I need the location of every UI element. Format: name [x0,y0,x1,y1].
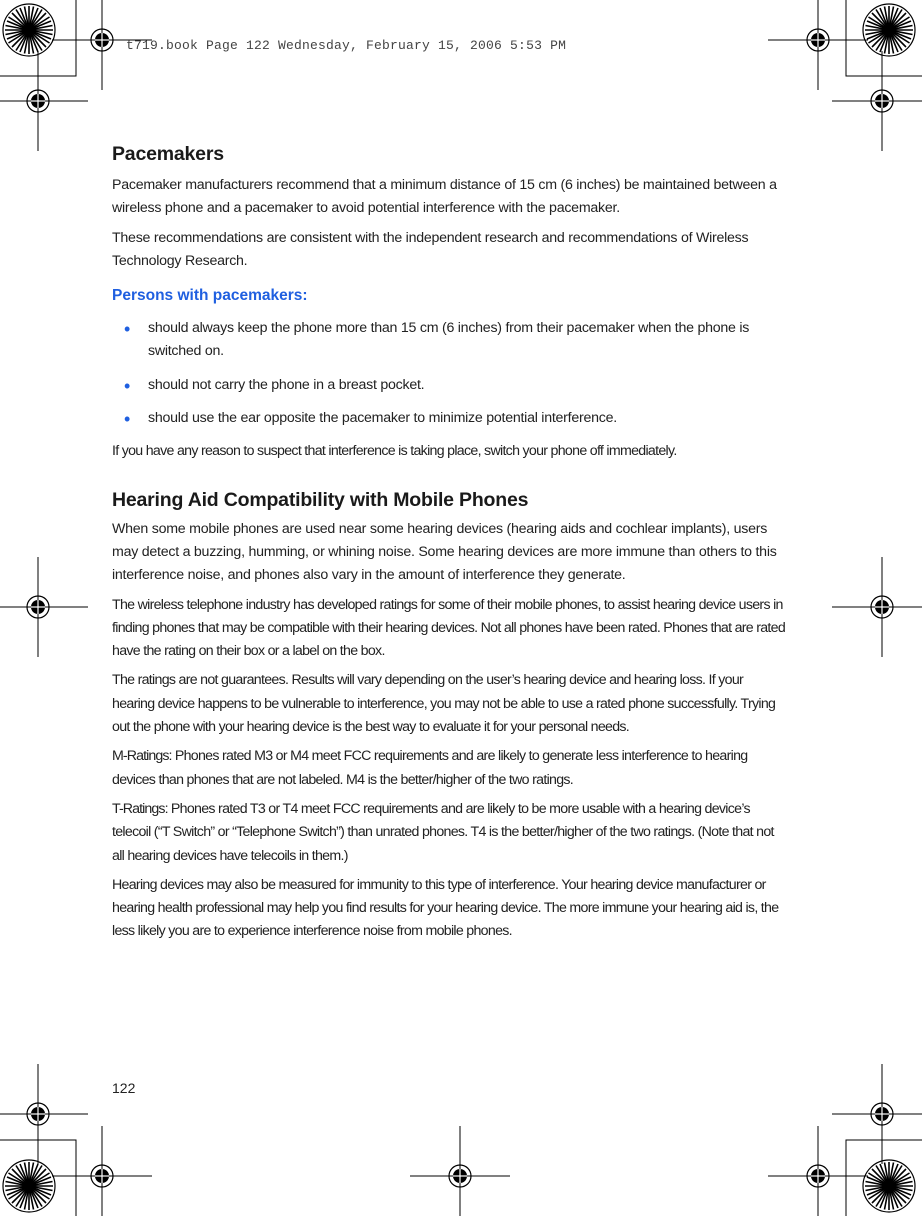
pacemaker-bullet-list [112,317,788,430]
hearing-aid-paragraph-1: When some mobile phones are used near some hearing devices (hearing aids and cochlear implants), users may detect a buzzing, humming, or whining noise. Some hearing devices are more immune than others to this interference noise, and phones also vary in the amount of interference they generate. [112,520,777,584]
registration-mark-left-upper [0,51,88,151]
m-ratings-label: M-Ratings: [112,748,172,765]
list-item [112,407,788,430]
hearing-aid-paragraph-4: Hearing devices may also be measured for immunity to this type of interference. Your hearing device manufacturer or hearing health professional may help you find results for your hearing device. The more immune your hearing aid is, the less likely you are to experience interference noise from mobile phones. [112,876,779,940]
registration-mark-right-middle [832,557,922,657]
pacemakers-paragraph-2: These recommendations are consistent with the independent research and recommendations of Wireless Technology Research. [112,229,749,269]
corner-star-mark-top-left [3,4,55,56]
corner-star-mark-bottom-right [863,1160,915,1212]
bullet-text: should not carry the phone in a breast pocket. [148,376,425,393]
registration-mark-bottom-center [410,1126,510,1216]
file-info-header: t719.book Page 122 Wednesday, February 15, 2006 5:53 PM [126,38,567,53]
list-item [112,374,788,397]
hearing-aid-heading: Hearing Aid Compatibility with Mobile Phones [112,488,529,511]
bullet-icon: • [124,319,131,340]
bullet-text: should always keep the phone more than 15 cm (6 inches) from their pacemaker when the phone is switched on. [148,320,750,360]
registration-mark-left-lower [0,1064,88,1164]
t-ratings-label: T-Ratings: [112,800,168,817]
m-ratings-paragraph [112,745,788,792]
t-ratings-text: Phones rated T3 or T4 meet FCC requirements and are likely to be more usable with a hearing device’s telecoil (“T Switch” or “Telephone Switch”) than unrated phones. T4 is the better/higher of the two ratings. (Note that not all hearing devices have telecoils in them.) [112,800,774,864]
pacemakers-paragraph-1: Pacemaker manufacturers recommend that a minimum distance of 15 cm (6 inches) be maintained between a wireless phone and a pacemaker to avoid potential interference with the pacemaker. [112,177,777,217]
bullet-icon: • [124,375,131,396]
corner-star-mark-top-right [863,4,915,56]
registration-mark-left-middle [0,557,88,657]
hearing-aid-paragraph-2: The wireless telephone industry has developed ratings for some of their mobile phones, to assist hearing device users in finding phones that may be compatible with their hearing devices. Not all phones have been rated. Phones that are rated have the rating on their box or a label on the box. [112,596,786,660]
m-ratings-text: Phones rated M3 or M4 meet FCC requirements and are likely to generate less interference to hearing devices than phones that are not labeled. M4 is the better/higher of the two ratings. [112,748,748,788]
bullet-icon: • [124,409,131,430]
t-ratings-paragraph [112,798,788,868]
pacemakers-heading: Pacemakers [112,143,224,165]
page-number: 122 [112,1080,136,1096]
corner-star-mark-bottom-left [3,1160,55,1212]
pacemakers-paragraph-3: If you have any reason to suspect that interference is taking place, switch your phone off immediately. [112,443,677,460]
list-item [112,317,788,364]
hearing-aid-paragraph-3: The ratings are not guarantees. Results will vary depending on the user’s hearing device and hearing loss. If your hearing device happens to be vulnerable to interference, you may not be able to use a rated phone successfully. Trying out the phone with your hearing device is the best way to evaluate it for your personal needs. [112,672,776,736]
persons-with-pacemakers-subheading: Persons with pacemakers: [112,287,308,305]
page-content [112,140,788,950]
bullet-text: should use the ear opposite the pacemaker to minimize potential interference. [148,410,617,427]
